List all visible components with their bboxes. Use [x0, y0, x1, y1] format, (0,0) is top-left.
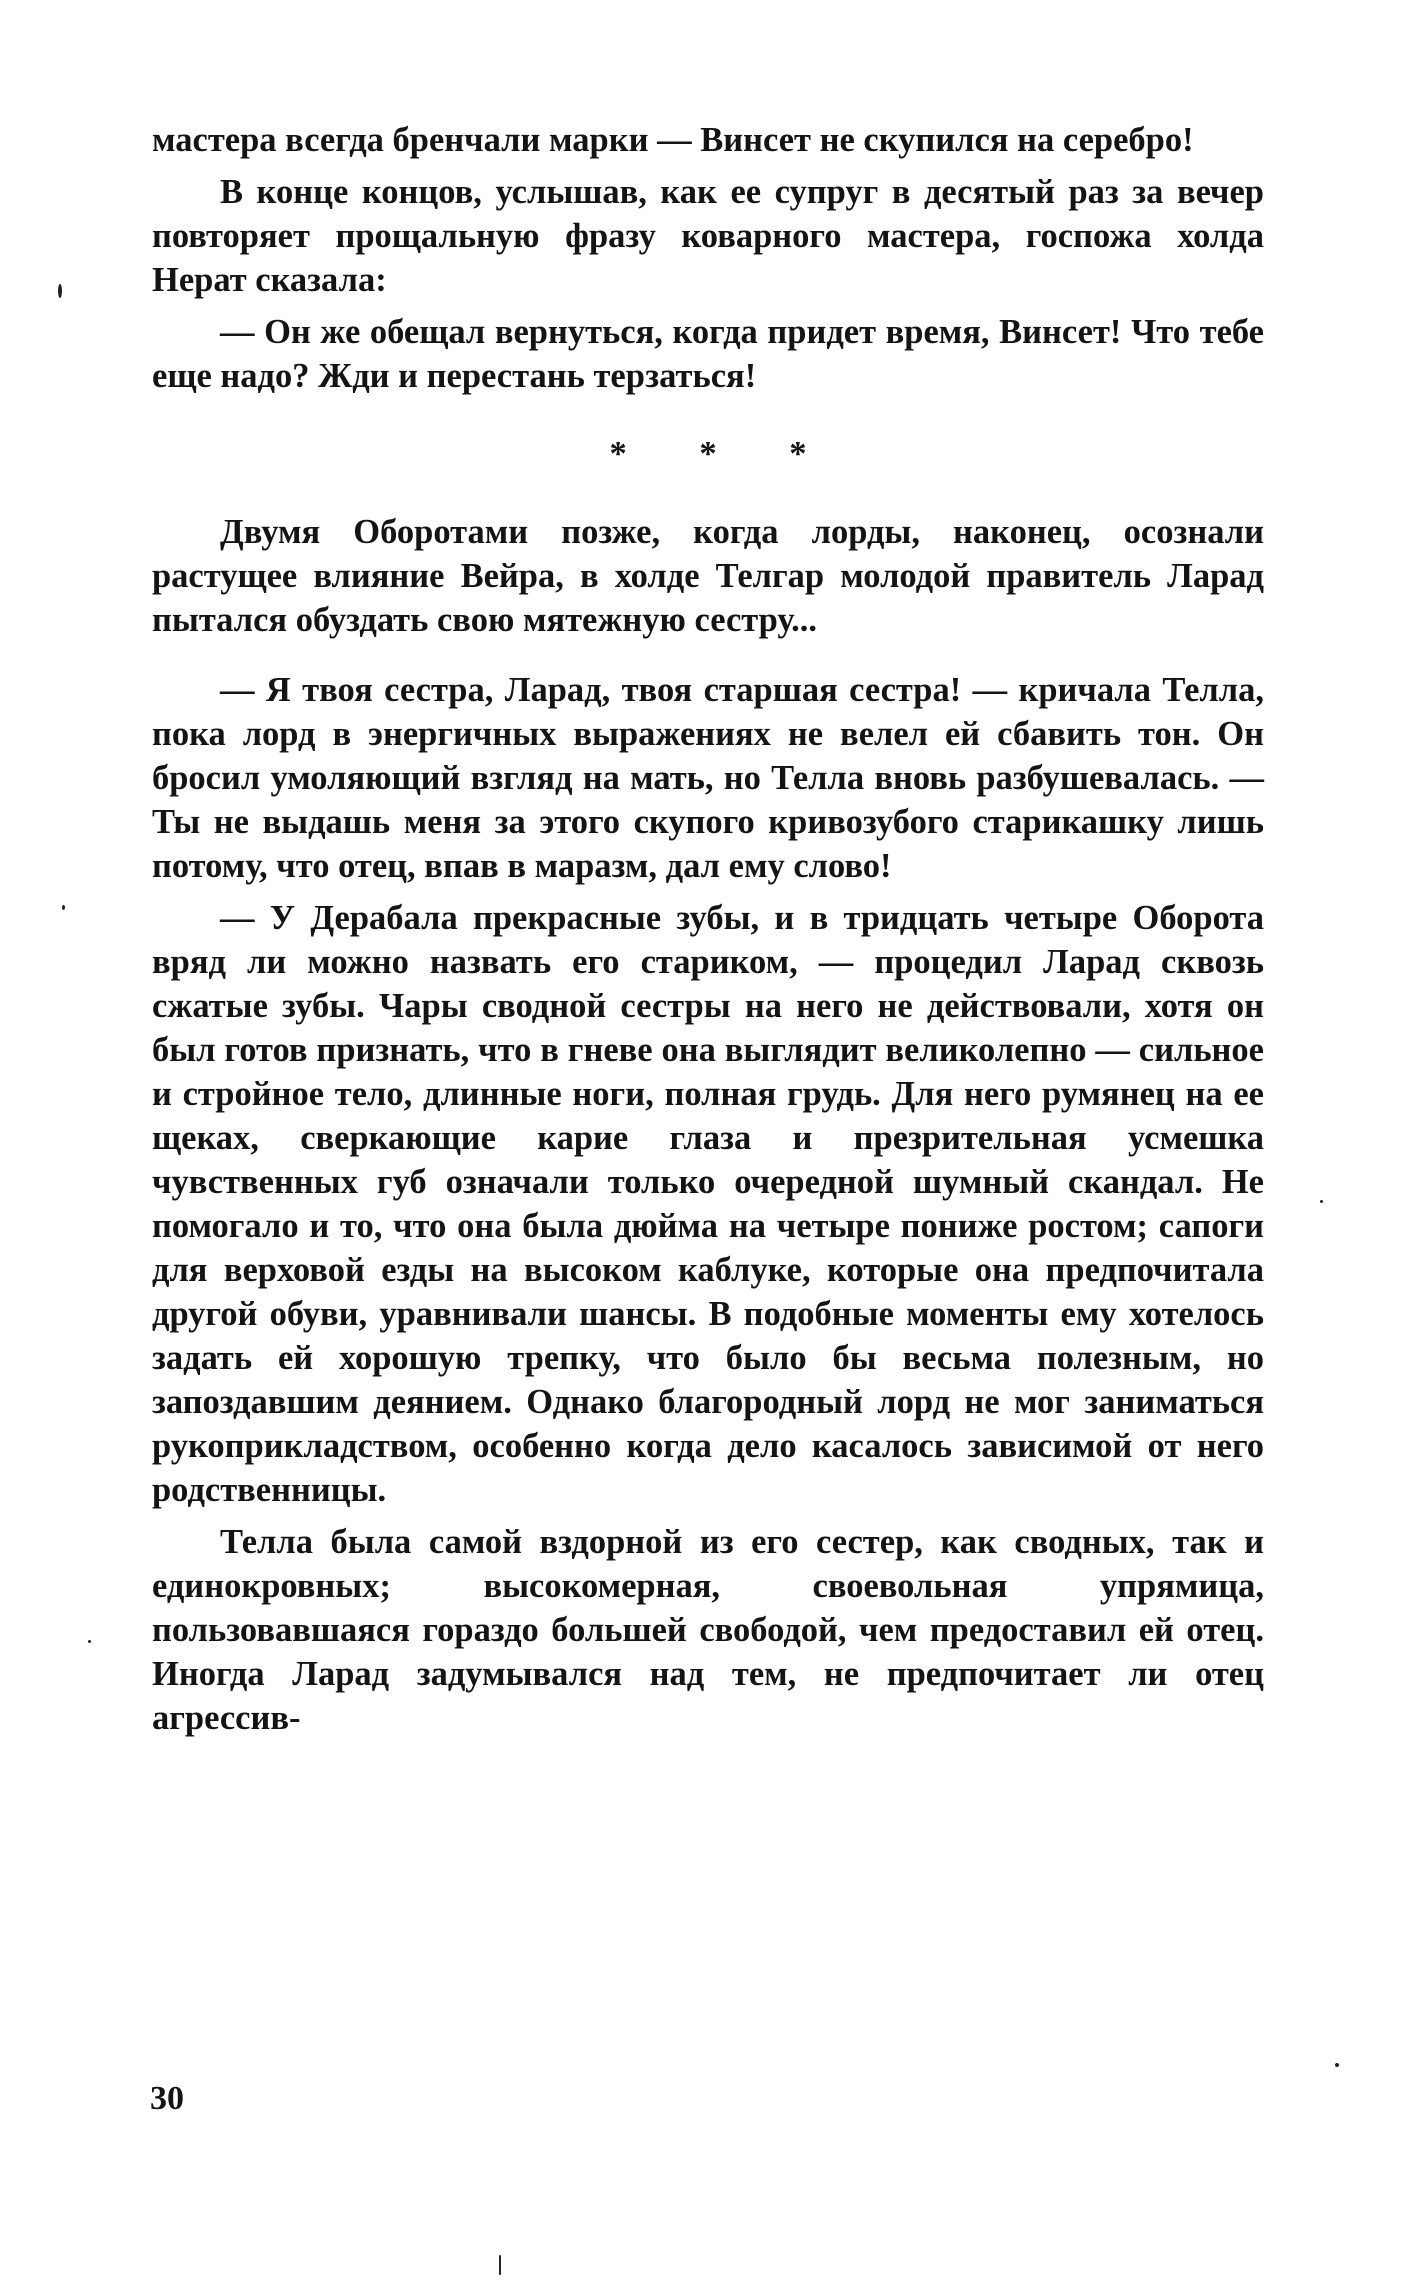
paragraph: В конце концов, услышав, как ее супруг в десятый раз за вечер повторяет прощальную фразу коварного мастера, госпожа холда Нерат сказала:	[152, 173, 1264, 299]
paragraph: Двумя Оборотами позже, когда лорды, наконец, осознали растущее влияние Вейра, в холде Телгар молодой правитель Ларад пытался обуздать свою мятежную сестру...	[152, 513, 1264, 639]
page-number: 30	[150, 2080, 184, 2117]
paragraph-dialogue: — Он же обещал вернуться, когда придет время, Винсет! Что тебе еще надо? Жди и перестань терзаться!	[152, 313, 1264, 395]
scan-speck	[88, 1640, 91, 1643]
scan-speck	[58, 284, 62, 298]
paragraph-continuation: мастера всегда бренчали марки — Винсет не скупился на серебро!	[152, 121, 1194, 159]
scan-speck	[1320, 1200, 1323, 1203]
scan-speck	[499, 2255, 501, 2275]
scan-speck	[1335, 2063, 1339, 2067]
paragraph-dialogue: — Я твоя сестра, Ларад, твоя старшая сестра! — кричала Телла, пока лорд в энергичных выражениях не велел ей сбавить тон. Он бросил умоляющий взгляд на мать, но Телла вновь разбушевалась. — Ты не выдашь меня за этого скупого кривозубого старикашку лишь потому, что отец, впав в маразм, дал ему слово!	[152, 671, 1264, 885]
paragraph-dialogue: — У Дерабала прекрасные зубы, и в тридцать четыре Оборота вряд ли можно назвать его стариком, — процедил Ларад сквозь сжатые зубы. Чары сводной сестры на него не действовали, хотя он был готов признать, что в гневе она выглядит великолепно — сильное и стройное тело, длинные ноги, полная грудь. Для него румянец на ее щеках, сверкающие карие глаза и презрительная усмешка чувственных губ означали только очередной шумный скандал. Не помогало и то, что она была дюйма на четыре пониже ростом; сапоги для верховой езды на высоком каблуке, которые она предпочитала другой обуви, уравнивали шансы. В подобные моменты ему хотелось задать ей хорошую трепку, что было бы весьма полезным, но запоздавшим деянием. Однако благородный лорд не мог заниматься рукоприкладством, особенно когда дело касалось зависимой от него родственницы.	[152, 899, 1264, 1509]
page-text	[152, 118, 1264, 1748]
section-separator: * * *	[609, 435, 839, 473]
scan-speck	[62, 905, 65, 910]
paragraph: Телла была самой вздорной из его сестер, как сводных, так и единокровных; высокомерная, своевольная упрямица, пользовавшаяся гораздо большей свободой, чем предоставил ей отец. Иногда Ларад задумывался над тем, не предпочитает ли отец агрессив-	[152, 1523, 1264, 1737]
